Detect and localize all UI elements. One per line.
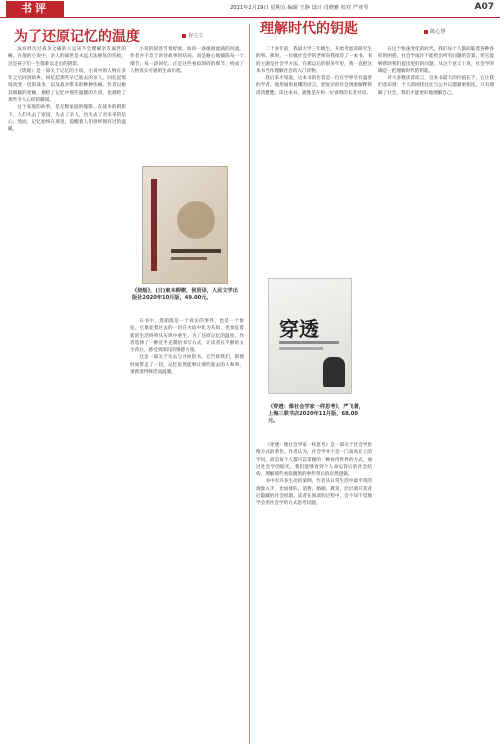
right-article-body-col1-top (256, 46, 372, 274)
left-article-body-col2-top (130, 46, 244, 162)
right-article-body-col2 (378, 46, 494, 742)
paragraph: 《穿透：像社会学家一样思考》是一部关于社会学思维方式的著作。作者认为，社会学并不是一门高高在上的学问，而是每个人都可以掌握的一种看待世界的方式。通过社会学的眼光，我们能够看到个人命运背后的社会结构，理解那些看似偶然的事件背后的必然逻辑。 (256, 443, 372, 478)
column-divider (249, 24, 250, 744)
book-cover-chuantou (268, 278, 352, 394)
left-article-body-col1 (8, 46, 126, 742)
paragraph: 对大多数读者而言，这本书最大的价值在于，它让我们意识到：个人的困扰往往与公共议题紧密相连。只有理解了社会，我们才能更好地理解自己。 (378, 76, 494, 96)
paragraph: 我后来才知道，这本书的作者是一位在学界享有盛誉的学者。他用通俗易懂的语言，把复杂的社会现象解释得清清楚楚。读这本书，就像是在和一位睿智的长者对话。 (256, 76, 372, 96)
paragraph: 小说的叙述节奏舒缓，如同一条缓缓流淌的河流。作者并不急于讲述故事的结局，而是耐心地铺陈每一个细节，每一段回忆。正是这些看似琐碎的细节，构成了人物真实可感的生命历程。 (130, 47, 244, 74)
right-article-byline: 陈心慧 (424, 28, 446, 35)
paragraph: 在这个快速变化的时代，我们每个人都面临着各种各样的困惑。社会学或许不能给出所有问题的答案，但它能够帮助我们提出更好的问题。从这个意义上说，社会学的确是一把理解时代的钥匙。 (378, 47, 494, 74)
section-tag: 书评 (6, 1, 64, 17)
masthead (0, 0, 500, 18)
issue-line: 2021年2月19日 星期五 编辑 王静 设计 肖晓雅 校对 严亚琴 (230, 5, 369, 11)
cover-title: 穿透 (279, 317, 319, 341)
left-article-body-col2-bottom (130, 318, 244, 742)
paragraph: 《烧船》是一部关于记忆的小说。小说中的人物在多年之后回到故乡，回忆起那些早已逝去的亲人，回忆起那场改变一切的战争，以及战争带来的种种伤痛。作者以极其细腻的笔触，描绘了记忆中那些温暖的片段，也描绘了那些令人心碎的瞬间。 (8, 68, 126, 104)
left-article-byline: 谷立立 (182, 32, 204, 39)
paragraph: 这是一部关于失去与寻回的书。它告诉我们，即便时间带走了一切，记忆依然能够让那些逝去的人和事，重新变得鲜活而温暖。 (130, 355, 244, 376)
book-cover-shoshun (142, 166, 228, 284)
right-article-body-col1-bottom (256, 442, 372, 742)
paragraph: 在书中，烧船既是一个真实的事件，也是一个象征。它象征着过去的一切在火焰中化为灰烬，也象征着新的生活终将从灰烬中重生。为了还原记忆的温度，作者选择了一种近乎克制的书写方式，让读者在平静的文字背后，感受到深沉的情感力量。 (130, 319, 244, 354)
right-book-caption: 《穿透：像社会学家一样思考》，严飞著，上海三联书店2020年11月版，68.00元。 (268, 404, 364, 425)
paragraph: 这个家庭的故事，是无数家庭的缩影。在战争的阴影下，人们失去了家园，失去了亲人，也失去了对未来的信心。然而，记忆始终在那里，提醒着人们曾经拥有过的温暖。 (8, 105, 126, 133)
paragraph: 书中有许多生动的案例。作者从日常生活中最平常的现象入手，比如排队、消费、婚姻、教育，层层剥开其背后隐藏的社会机制。读者在阅读的过程中，会不知不觉地学会用社会学的方式思考问题。 (256, 479, 372, 507)
page-number: A07 (474, 2, 494, 12)
left-book-caption: 《烧船》，(日)東本柳樹，侯贤译，人民文学出版社2020年10月版，49.00元。 (132, 288, 238, 302)
paragraph: 没有经历过战争之痛的人总该不会理解亲友离世的痛。在他的小说中，亲人的离世是永远无法修复的伤痕，这是孩子们一生都难以走出的阴影。 (8, 47, 126, 67)
paragraph: 二十多年前，我最大学三年级生，开始考虑读研究生的事。那时，一位做社会学的老师向我推荐了一本书，书的主题是社会学方法。在那以后的很多年里，我一直把这本书当作理解社会的入门读物。 (256, 47, 372, 74)
left-article-headline: 为了还原记忆的温度 (14, 29, 140, 45)
right-article-headline: 理解时代的钥匙 (260, 21, 358, 37)
